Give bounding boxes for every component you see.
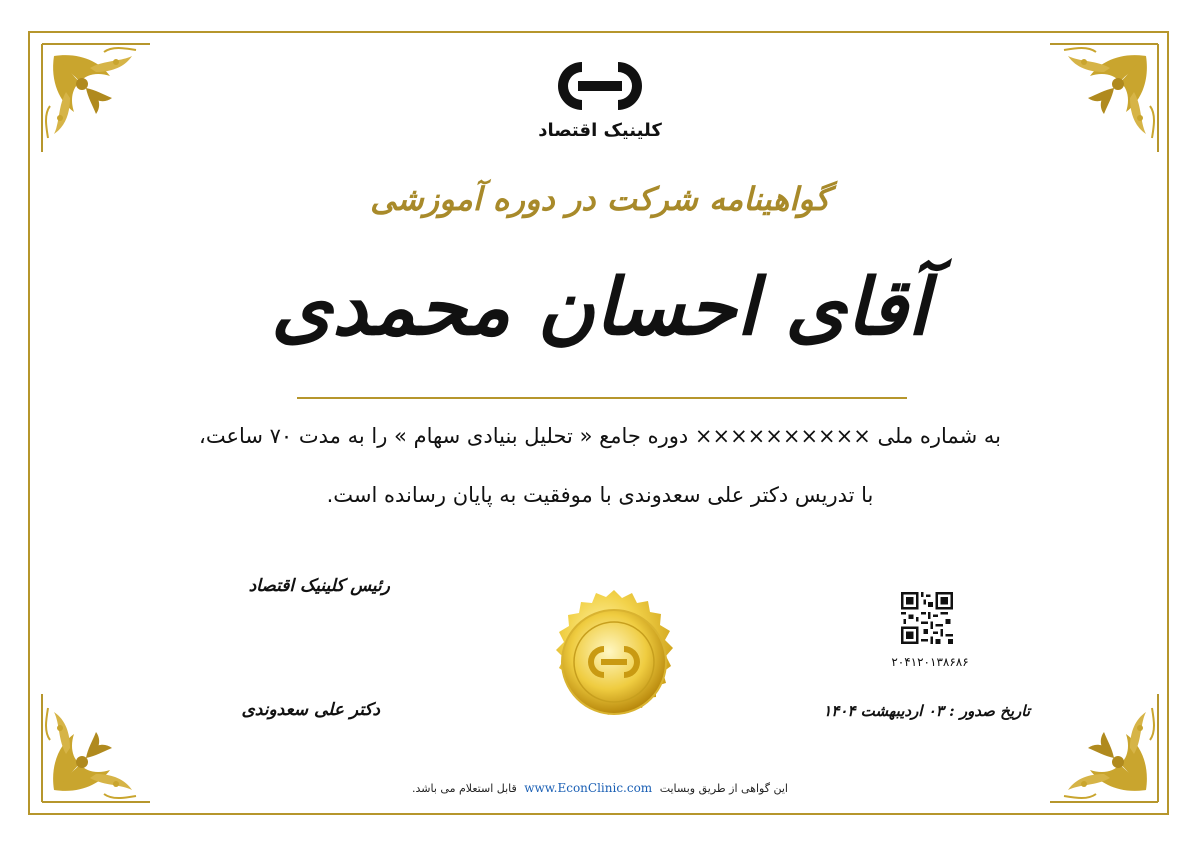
- signatory-title: رئیس کلینیک اقتصاد: [248, 576, 390, 596]
- ornament-corner-icon: [1048, 692, 1160, 804]
- gold-seal-icon: [538, 588, 690, 740]
- issue-date-value: ۰۳ اردیبهشت ۱۴۰۴: [823, 702, 944, 720]
- econclinic-logo-icon: [552, 56, 648, 116]
- signatory-name: دکتر علی سعدوندی: [241, 700, 380, 720]
- ornament-corner-icon: [1048, 42, 1160, 154]
- recipient-name: آقای احسان محمدی: [271, 262, 929, 353]
- ornament-corner-icon: [40, 692, 152, 804]
- issue-date-label: تاریخ صدور :: [949, 702, 1030, 720]
- certificate-subtitle: گواهینامه شرکت در دوره آموزشی: [370, 180, 830, 218]
- footer-suffix: قابل استعلام می باشد.: [412, 782, 517, 795]
- certificate-serial-number: ۲۰۴۱۲۰۱۳۸۶۸۶: [891, 655, 969, 669]
- issue-date: [800, 702, 1030, 720]
- qr-code-icon[interactable]: [901, 592, 953, 644]
- name-underline: [297, 397, 907, 399]
- certificate-text-line-1: به شماره ملی ×××××××××× دوره جامع « تحلیل بنیادی سهام » را به مدت ۷۰ ساعت،: [199, 424, 1001, 448]
- footer-prefix: این گواهی از طریق وبسایت: [659, 782, 788, 795]
- verification-footer: [300, 781, 900, 795]
- website-link[interactable]: www.EconClinic.com: [524, 781, 653, 795]
- ornament-corner-icon: [40, 42, 152, 154]
- brand-name: کلینیک اقتصاد: [538, 120, 662, 141]
- certificate-text-line-2: با تدریس دکتر علی سعدوندی با موفقیت به پایان رسانده است.: [326, 483, 874, 507]
